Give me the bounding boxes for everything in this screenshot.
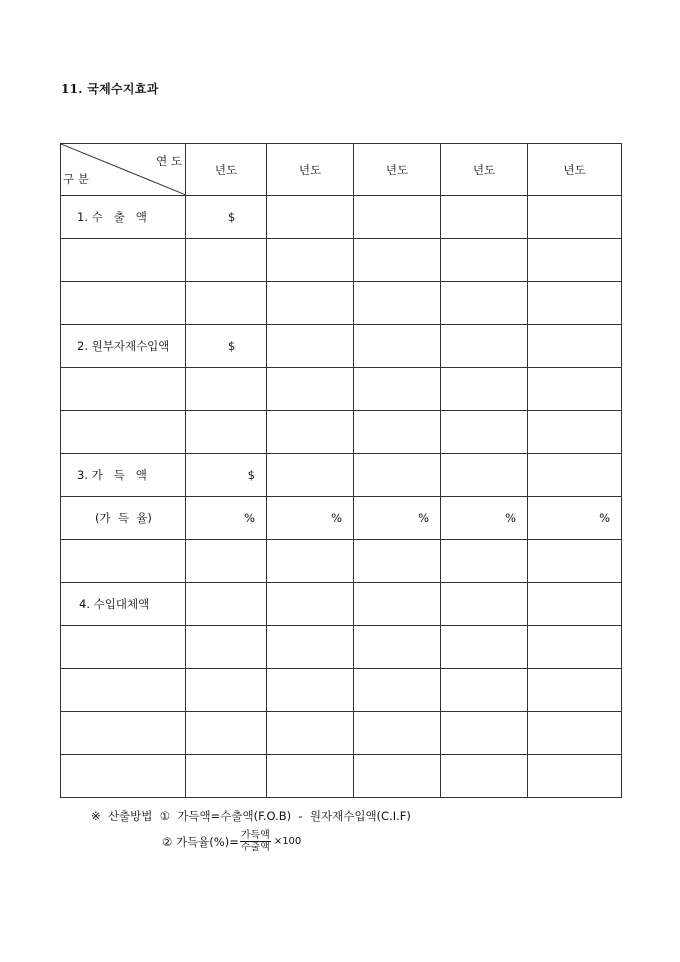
table-cell [267, 454, 354, 497]
table-row [61, 712, 622, 755]
table-cell [354, 196, 441, 239]
table-row [61, 325, 622, 368]
table-row [61, 669, 622, 712]
row-label-net-earnings: 3. 가 득 액 [61, 454, 186, 497]
table-row [61, 626, 622, 669]
row-label-import-substitution: 4. 수입대체액 [61, 583, 186, 626]
formula-prefix: ② 가득율(%)= [162, 834, 239, 849]
year-header: 년도 [186, 144, 267, 196]
table-cell [267, 325, 354, 368]
year-header: 년도 [354, 144, 441, 196]
formula-multiplier: ×100 [273, 836, 302, 847]
table-cell [528, 712, 622, 755]
table-header-row [61, 144, 622, 196]
table-row [61, 583, 622, 626]
corner-year-label: 연 도 [156, 154, 182, 168]
year-header: 년도 [528, 144, 622, 196]
table-cell [441, 540, 528, 583]
table-row [61, 755, 622, 798]
table-cell [441, 196, 528, 239]
table-cell [186, 239, 267, 282]
table-cell [267, 282, 354, 325]
percent-sign: % [267, 497, 354, 540]
table-cell [528, 368, 622, 411]
table-cell [528, 626, 622, 669]
table-cell [186, 368, 267, 411]
table-cell [186, 282, 267, 325]
table-cell [61, 669, 186, 712]
table-cell [441, 669, 528, 712]
table-cell [267, 196, 354, 239]
table-cell [354, 368, 441, 411]
table-cell [267, 239, 354, 282]
table-cell [354, 239, 441, 282]
table-cell [354, 626, 441, 669]
year-header: 년도 [267, 144, 354, 196]
table-cell [61, 712, 186, 755]
table-cell [267, 626, 354, 669]
dollar-sign: $ [186, 325, 267, 368]
table-cell [441, 239, 528, 282]
table-cell [528, 411, 622, 454]
table-cell [528, 540, 622, 583]
row-label-earning-rate: (가 득 율) [61, 497, 186, 540]
table-cell [267, 712, 354, 755]
table-cell [528, 583, 622, 626]
section-title: 11. 국제수지효과 [61, 82, 159, 96]
table-cell [441, 325, 528, 368]
table-cell [528, 282, 622, 325]
table-cell [354, 712, 441, 755]
table-cell [61, 368, 186, 411]
fraction-numerator: 가득액 [240, 830, 270, 841]
table-row [61, 411, 622, 454]
table-cell [354, 583, 441, 626]
table-cell [354, 325, 441, 368]
table-cell [267, 583, 354, 626]
table-row [61, 454, 622, 497]
table-cell [61, 755, 186, 798]
formula-fraction [240, 830, 271, 853]
table-cell [528, 196, 622, 239]
table-cell [61, 626, 186, 669]
table-cell [267, 669, 354, 712]
balance-of-payments-table [60, 143, 622, 798]
table-cell [441, 368, 528, 411]
table-row [61, 239, 622, 282]
table-cell [61, 282, 186, 325]
table-cell [354, 669, 441, 712]
table-cell [186, 712, 267, 755]
table-cell [441, 755, 528, 798]
table-cell [61, 540, 186, 583]
table-cell [441, 583, 528, 626]
corner-category-label: 구 분 [63, 172, 89, 186]
table-cell [267, 755, 354, 798]
table-cell [267, 540, 354, 583]
table-cell [528, 755, 622, 798]
table-cell [441, 626, 528, 669]
calculation-notes [91, 808, 411, 853]
table-cell [441, 282, 528, 325]
table-cell [441, 411, 528, 454]
note-calculation-method: ※ 산출방법 ① 가득액=수출액(F.O.B) - 원자재수입액(C.I.F) [91, 809, 411, 823]
table-cell [186, 755, 267, 798]
diagonal-line [61, 144, 186, 195]
percent-sign: % [354, 497, 441, 540]
year-header: 년도 [441, 144, 528, 196]
table-cell [186, 583, 267, 626]
corner-header-cell [61, 144, 186, 196]
table-cell [186, 540, 267, 583]
dollar-sign: $ [186, 454, 267, 497]
percent-sign: % [441, 497, 528, 540]
dollar-sign: $ [186, 196, 267, 239]
table-cell [267, 411, 354, 454]
row-label-raw-material-imports: 2. 원부자재수입액 [61, 325, 186, 368]
table-cell [441, 712, 528, 755]
table-cell [267, 368, 354, 411]
table-cell [354, 411, 441, 454]
percent-sign: % [528, 497, 622, 540]
table-cell [528, 325, 622, 368]
table-cell [354, 540, 441, 583]
table-row [61, 540, 622, 583]
table-cell [441, 454, 528, 497]
table-cell [528, 239, 622, 282]
table-row [61, 497, 622, 540]
table-cell [354, 282, 441, 325]
table-cell [528, 454, 622, 497]
fraction-denominator: 수출액 [240, 842, 270, 853]
table-cell [186, 626, 267, 669]
table-cell [354, 454, 441, 497]
table-row [61, 282, 622, 325]
table-row [61, 368, 622, 411]
row-label-exports: 1. 수 출 액 [61, 196, 186, 239]
table-row [61, 196, 622, 239]
table-cell [61, 411, 186, 454]
table-cell [354, 755, 441, 798]
table-cell [528, 669, 622, 712]
table-cell [61, 239, 186, 282]
table-cell [186, 669, 267, 712]
percent-sign: % [186, 497, 267, 540]
table-cell [186, 411, 267, 454]
note-earning-rate-formula [162, 830, 301, 853]
